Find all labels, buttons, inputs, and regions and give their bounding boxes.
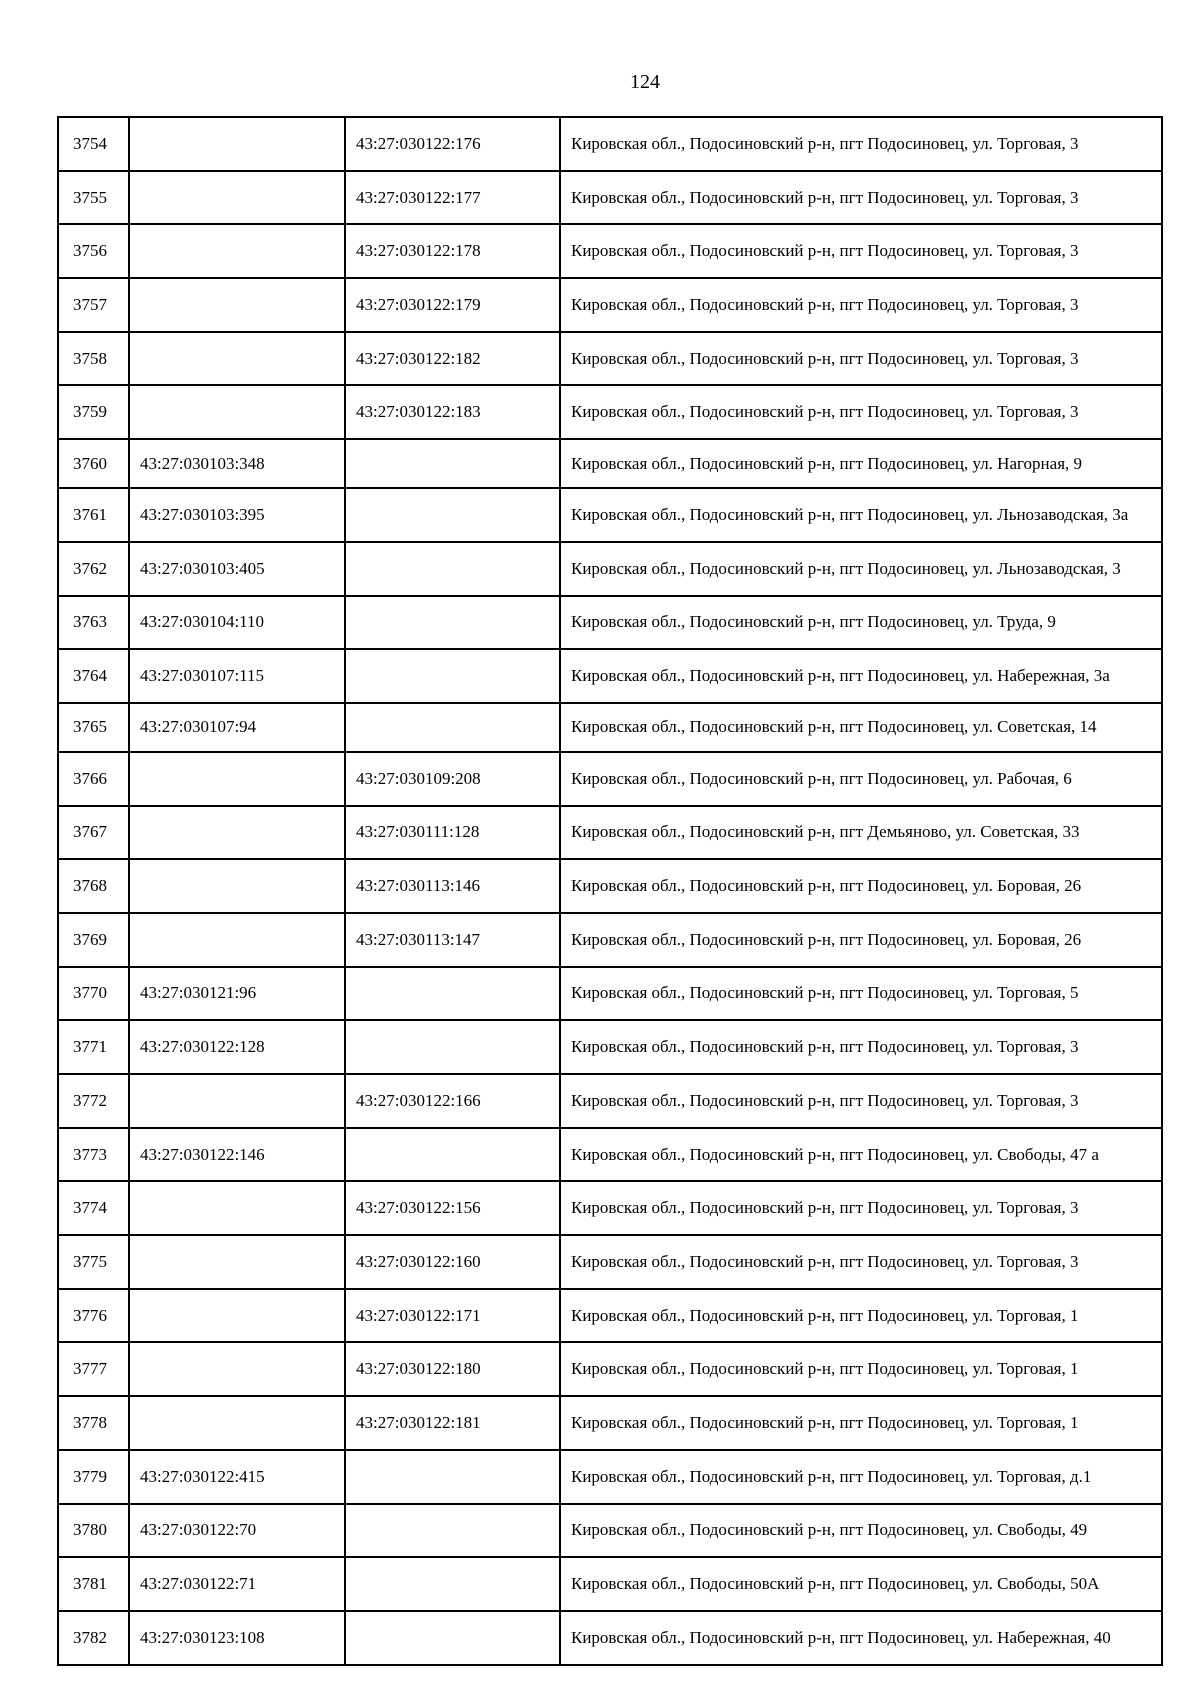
cadastral-number-alt-cell: 43:27:030113:146 [345,859,560,913]
cadastral-number-cell [129,1235,345,1289]
row-number-cell: 3781 [58,1557,129,1611]
address-cell: Кировская обл., Подосиновский р-н, пгт Подосиновец, ул. Торговая, 5 [560,967,1162,1021]
table-row [58,1128,1162,1182]
cadastral-number-cell: 43:27:030103:395 [129,488,345,542]
cadastral-number-alt-cell: 43:27:030122:166 [345,1074,560,1128]
cadastral-number-cell: 43:27:030104:110 [129,596,345,650]
table-row [58,1235,1162,1289]
row-number-cell: 3772 [58,1074,129,1128]
row-number-cell: 3770 [58,967,129,1021]
row-number-cell: 3769 [58,913,129,967]
table-row [58,1396,1162,1450]
cadastral-number-alt-cell: 43:27:030122:183 [345,385,560,439]
address-cell: Кировская обл., Подосиновский р-н, пгт Подосиновец, ул. Свободы, 49 [560,1504,1162,1558]
address-cell: Кировская обл., Подосиновский р-н, пгт Подосиновец, ул. Торговая, 3 [560,385,1162,439]
cadastral-number-cell: 43:27:030107:94 [129,703,345,752]
row-number-cell: 3757 [58,278,129,332]
cadastral-number-cell: 43:27:030122:128 [129,1020,345,1074]
page-number: 124 [630,71,660,93]
row-number-cell: 3755 [58,171,129,225]
address-cell: Кировская обл., Подосиновский р-н, пгт Подосиновец, ул. Торговая, 3 [560,171,1162,225]
table-row [58,752,1162,806]
cadastral-number-cell: 43:27:030122:70 [129,1504,345,1558]
address-cell: Кировская обл., Подосиновский р-н, пгт Подосиновец, ул. Торговая, д.1 [560,1450,1162,1504]
row-number-cell: 3780 [58,1504,129,1558]
cadastral-number-alt-cell: 43:27:030122:160 [345,1235,560,1289]
address-cell: Кировская обл., Подосиновский р-н, пгт Подосиновец, ул. Боровая, 26 [560,859,1162,913]
cadastral-number-cell [129,1074,345,1128]
cadastral-number-cell [129,1181,345,1235]
row-number-cell: 3764 [58,649,129,703]
cadastral-number-alt-cell: 43:27:030122:181 [345,1396,560,1450]
address-cell: Кировская обл., Подосиновский р-н, пгт Подосиновец, ул. Рабочая, 6 [560,752,1162,806]
table-row [58,1181,1162,1235]
table-row [58,385,1162,439]
table-row [58,1611,1162,1665]
cadastral-number-cell: 43:27:030103:348 [129,439,345,488]
cadastral-number-alt-cell: 43:27:030122:180 [345,1342,560,1396]
cadastral-number-cell [129,859,345,913]
table-row [58,542,1162,596]
row-number-cell: 3777 [58,1342,129,1396]
address-cell: Кировская обл., Подосиновский р-н, пгт Подосиновец, ул. Торговая, 3 [560,224,1162,278]
cadastral-number-cell [129,806,345,860]
cadastral-number-alt-cell [345,1504,560,1558]
row-number-cell: 3760 [58,439,129,488]
table-row [58,332,1162,386]
cadastral-number-alt-cell: 43:27:030122:179 [345,278,560,332]
table-row [58,439,1162,488]
row-number-cell: 3775 [58,1235,129,1289]
cadastral-number-alt-cell: 43:27:030122:176 [345,117,560,171]
table-row [58,278,1162,332]
cadastral-number-alt-cell [345,439,560,488]
cadastral-number-cell: 43:27:030121:96 [129,967,345,1021]
address-cell: Кировская обл., Подосиновский р-н, пгт Подосиновец, ул. Торговая, 3 [560,278,1162,332]
table-row [58,1504,1162,1558]
row-number-cell: 3763 [58,596,129,650]
table-row [58,224,1162,278]
address-cell: Кировская обл., Подосиновский р-н, пгт Демьяново, ул. Советская, 33 [560,806,1162,860]
table-row [58,1557,1162,1611]
row-number-cell: 3779 [58,1450,129,1504]
cadastral-number-cell: 43:27:030107:115 [129,649,345,703]
row-number-cell: 3768 [58,859,129,913]
address-cell: Кировская обл., Подосиновский р-н, пгт Подосиновец, ул. Советская, 14 [560,703,1162,752]
cadastral-number-cell [129,224,345,278]
cadastral-number-cell: 43:27:030122:71 [129,1557,345,1611]
row-number-cell: 3759 [58,385,129,439]
row-number-cell: 3754 [58,117,129,171]
table-row [58,1020,1162,1074]
row-number-cell: 3762 [58,542,129,596]
address-cell: Кировская обл., Подосиновский р-н, пгт Подосиновец, ул. Нагорная, 9 [560,439,1162,488]
row-number-cell: 3765 [58,703,129,752]
cadastral-number-alt-cell: 43:27:030122:178 [345,224,560,278]
table-row [58,859,1162,913]
cadastral-number-cell: 43:27:030103:405 [129,542,345,596]
row-number-cell: 3761 [58,488,129,542]
cadastral-number-alt-cell [345,649,560,703]
property-table [57,116,1163,1666]
cadastral-number-cell [129,171,345,225]
address-cell: Кировская обл., Подосиновский р-н, пгт Подосиновец, ул. Труда, 9 [560,596,1162,650]
address-cell: Кировская обл., Подосиновский р-н, пгт Подосиновец, ул. Торговая, 3 [560,117,1162,171]
cadastral-number-alt-cell: 43:27:030122:177 [345,171,560,225]
cadastral-number-cell: 43:27:030122:146 [129,1128,345,1182]
row-number-cell: 3778 [58,1396,129,1450]
address-cell: Кировская обл., Подосиновский р-н, пгт Подосиновец, ул. Торговая, 1 [560,1289,1162,1343]
cadastral-number-cell [129,1342,345,1396]
table-row [58,703,1162,752]
address-cell: Кировская обл., Подосиновский р-н, пгт Подосиновец, ул. Торговая, 3 [560,1235,1162,1289]
row-number-cell: 3774 [58,1181,129,1235]
row-number-cell: 3767 [58,806,129,860]
address-cell: Кировская обл., Подосиновский р-н, пгт Подосиновец, ул. Свободы, 50А [560,1557,1162,1611]
cadastral-number-alt-cell [345,1557,560,1611]
table-row [58,1342,1162,1396]
cadastral-number-alt-cell: 43:27:030122:182 [345,332,560,386]
address-cell: Кировская обл., Подосиновский р-н, пгт Подосиновец, ул. Набережная, 40 [560,1611,1162,1665]
row-number-cell: 3776 [58,1289,129,1343]
cadastral-number-alt-cell: 43:27:030122:171 [345,1289,560,1343]
cadastral-number-alt-cell [345,703,560,752]
cadastral-number-cell: 43:27:030123:108 [129,1611,345,1665]
row-number-cell: 3756 [58,224,129,278]
table-row [58,967,1162,1021]
cadastral-number-cell [129,913,345,967]
cadastral-number-alt-cell [345,1128,560,1182]
table-row [58,913,1162,967]
table-body [58,117,1162,1665]
cadastral-number-alt-cell: 43:27:030109:208 [345,752,560,806]
cadastral-number-cell [129,1396,345,1450]
cadastral-number-alt-cell: 43:27:030122:156 [345,1181,560,1235]
table-row [58,488,1162,542]
cadastral-number-cell: 43:27:030122:415 [129,1450,345,1504]
cadastral-number-alt-cell [345,596,560,650]
cadastral-number-alt-cell: 43:27:030113:147 [345,913,560,967]
cadastral-number-alt-cell [345,1450,560,1504]
table-row [58,1074,1162,1128]
table-row [58,171,1162,225]
cadastral-number-alt-cell [345,1020,560,1074]
cadastral-number-alt-cell: 43:27:030111:128 [345,806,560,860]
row-number-cell: 3782 [58,1611,129,1665]
cadastral-number-cell [129,332,345,386]
cadastral-number-alt-cell [345,967,560,1021]
table-row [58,117,1162,171]
table-row [58,649,1162,703]
row-number-cell: 3773 [58,1128,129,1182]
cadastral-number-cell [129,752,345,806]
row-number-cell: 3771 [58,1020,129,1074]
address-cell: Кировская обл., Подосиновский р-н, пгт Подосиновец, ул. Торговая, 3 [560,1181,1162,1235]
row-number-cell: 3758 [58,332,129,386]
address-cell: Кировская обл., Подосиновский р-н, пгт Подосиновец, ул. Торговая, 3 [560,1074,1162,1128]
address-cell: Кировская обл., Подосиновский р-н, пгт Подосиновец, ул. Льнозаводская, 3 [560,542,1162,596]
cadastral-number-cell [129,117,345,171]
table-row [58,1289,1162,1343]
cadastral-number-alt-cell [345,488,560,542]
address-cell: Кировская обл., Подосиновский р-н, пгт Подосиновец, ул. Торговая, 3 [560,332,1162,386]
table-row [58,806,1162,860]
address-cell: Кировская обл., Подосиновский р-н, пгт Подосиновец, ул. Свободы, 47 а [560,1128,1162,1182]
table-row [58,596,1162,650]
address-cell: Кировская обл., Подосиновский р-н, пгт Подосиновец, ул. Торговая, 3 [560,1020,1162,1074]
cadastral-number-cell [129,278,345,332]
cadastral-number-alt-cell [345,1611,560,1665]
address-cell: Кировская обл., Подосиновский р-н, пгт Подосиновец, ул. Льнозаводская, 3а [560,488,1162,542]
address-cell: Кировская обл., Подосиновский р-н, пгт Подосиновец, ул. Торговая, 1 [560,1342,1162,1396]
table-row [58,1450,1162,1504]
row-number-cell: 3766 [58,752,129,806]
address-cell: Кировская обл., Подосиновский р-н, пгт Подосиновец, ул. Торговая, 1 [560,1396,1162,1450]
cadastral-number-cell [129,1289,345,1343]
address-cell: Кировская обл., Подосиновский р-н, пгт Подосиновец, ул. Набережная, 3а [560,649,1162,703]
cadastral-number-cell [129,385,345,439]
cadastral-number-alt-cell [345,542,560,596]
address-cell: Кировская обл., Подосиновский р-н, пгт Подосиновец, ул. Боровая, 26 [560,913,1162,967]
